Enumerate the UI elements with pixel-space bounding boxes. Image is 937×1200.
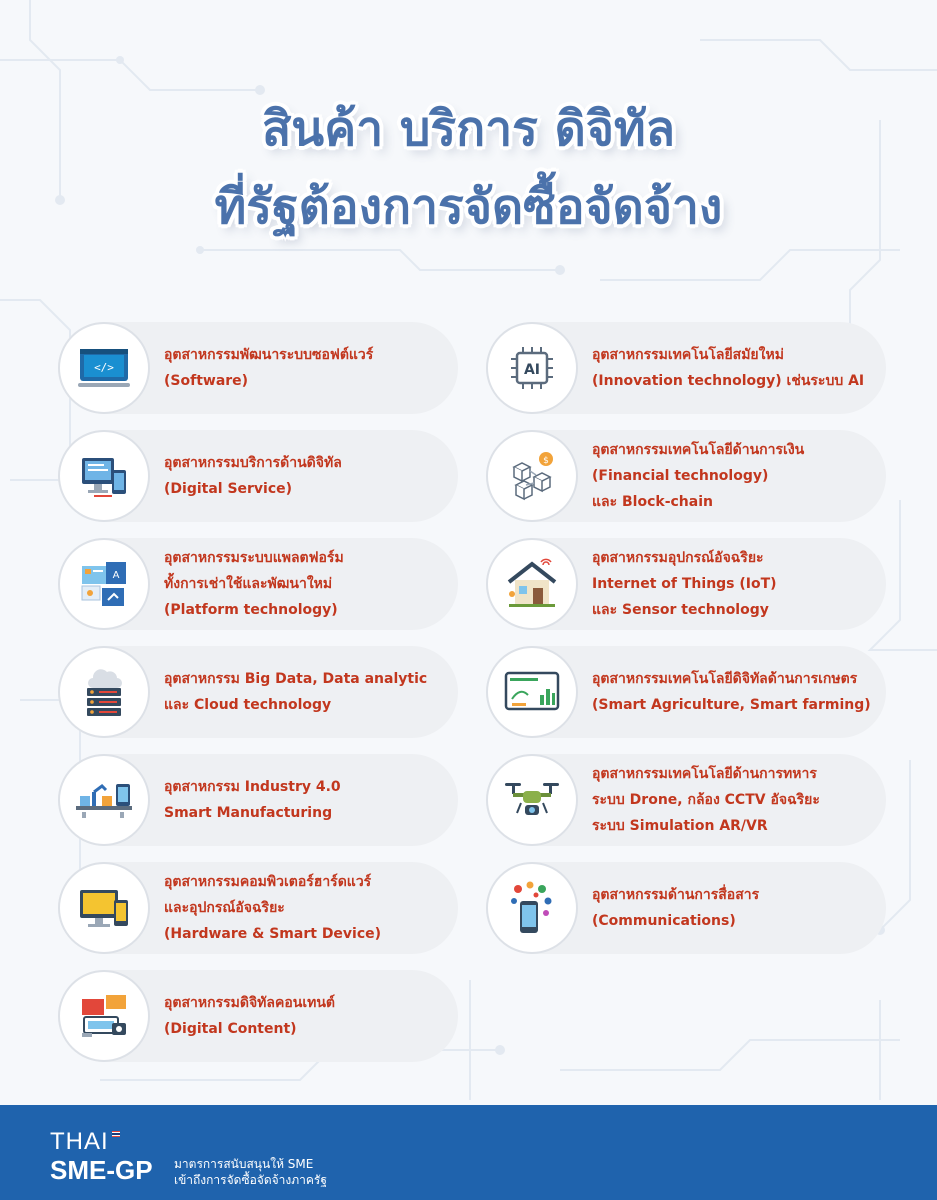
smart-farming-icon [486, 646, 578, 738]
card-line: (Innovation technology) เช่นระบบ AI [592, 373, 865, 389]
card-line: ทั้งการเช่าใช้และพัฒนาใหม่ [164, 576, 333, 592]
card-line: อุตสาหกรรม Industry 4.0 [164, 779, 341, 795]
industry-card-fintech [486, 430, 886, 522]
card-line: (Communications) [592, 913, 736, 929]
card-line: (Platform technology) [164, 602, 338, 618]
cloud-server-icon [58, 646, 150, 738]
factory-icon [58, 754, 150, 846]
card-line: และ Sensor technology [592, 602, 769, 618]
industry-card-digital-content [58, 970, 458, 1062]
card-line: อุตสาหกรรมดิจิทัลคอนเทนต์ [164, 995, 336, 1011]
card-line: (Digital Content) [164, 1021, 297, 1037]
page-title [0, 90, 937, 246]
blockchain-icon [486, 430, 578, 522]
smartphone-apps-icon [486, 862, 578, 954]
thai-flag-icon [112, 1131, 120, 1137]
card-line: อุตสาหกรรมคอมพิวเตอร์ฮาร์ดแวร์ [164, 874, 372, 890]
card-line: อุตสาหกรรมเทคโนโลยีสมัยใหม่ [592, 347, 784, 363]
svg-text:</>: </> [94, 361, 114, 374]
ai-chip-label: AI [523, 362, 541, 378]
card-line: (Financial technology) [592, 468, 769, 484]
card-line: ระบบ Simulation AR/VR [592, 818, 768, 834]
industry-card-digital-service [58, 430, 458, 522]
card-line: Internet of Things (IoT) [592, 576, 777, 592]
card-line: (Digital Service) [164, 481, 293, 497]
card-line: อุตสาหกรรมพัฒนาระบบซอฟต์แวร์ [164, 347, 374, 363]
industry-card-innovation [486, 322, 886, 414]
footer-tagline [174, 1156, 327, 1188]
card-line: (Software) [164, 373, 249, 389]
title-line-1: สินค้า บริการ ดิจิทัล [262, 101, 675, 157]
card-line: และอุปกรณ์อัจฉริยะ [164, 900, 285, 916]
card-line: และ Block-chain [592, 494, 713, 510]
digital-content-icon [58, 970, 150, 1062]
card-line: อุตสาหกรรมด้านการสื่อสาร [592, 887, 760, 903]
smart-home-icon [486, 538, 578, 630]
card-line: ระบบ Drone, กล้อง CCTV อัจฉริยะ [592, 792, 820, 808]
card-line: อุตสาหกรรมบริการด้านดิจิทัล [164, 455, 342, 471]
logo-thai-text: THAI [50, 1128, 109, 1155]
card-line: (Smart Agriculture, Smart farming) [592, 697, 871, 713]
tagline-line-1: มาตรการสนับสนุนให้ SME [174, 1157, 314, 1171]
card-line: อุตสาหกรรมระบบแพลตฟอร์ม [164, 550, 344, 566]
card-line: และ Cloud technology [164, 697, 332, 713]
card-line: อุตสาหกรรมอุปกรณ์อัจฉริยะ [592, 550, 764, 566]
card-line: อุตสาหกรรมเทคโนโลยีด้านการทหาร [592, 766, 817, 782]
code-monitor-icon [58, 322, 150, 414]
industry-card-communications [486, 862, 886, 954]
computer-hardware-icon [58, 862, 150, 954]
card-line: (Hardware & Smart Device) [164, 926, 382, 942]
tagline-line-2: เข้าถึงการจัดซื้อจัดจ้างภาครัฐ [174, 1173, 327, 1187]
card-line: อุตสาหกรรมเทคโนโลยีด้านการเงิน [592, 442, 805, 458]
industry-card-agriculture [486, 646, 886, 738]
industry-card-military [486, 754, 886, 846]
industry-card-hardware [58, 862, 458, 954]
title-line-2: ที่รัฐต้องการจัดซื้อจัดจ้าง [214, 179, 723, 235]
logo-sme-gp-text: SME-GP [50, 1155, 153, 1185]
industry-card-industry-4 [58, 754, 458, 846]
drone-icon [486, 754, 578, 846]
industry-card-software [58, 322, 458, 414]
industry-card-big-data [58, 646, 458, 738]
svg-text:A: A [112, 570, 120, 581]
card-line: Smart Manufacturing [164, 805, 333, 821]
industry-card-iot [486, 538, 886, 630]
svg-text:$: $ [543, 456, 549, 466]
devices-icon [58, 430, 150, 522]
industry-card-platform [58, 538, 458, 630]
platform-ui-icon [58, 538, 150, 630]
ai-chip-icon [486, 322, 578, 414]
card-line: อุตสาหกรรม Big Data, Data analytic [164, 671, 428, 687]
card-line: อุตสาหกรรมเทคโนโลยีดิจิทัลด้านการเกษตร [592, 671, 858, 687]
